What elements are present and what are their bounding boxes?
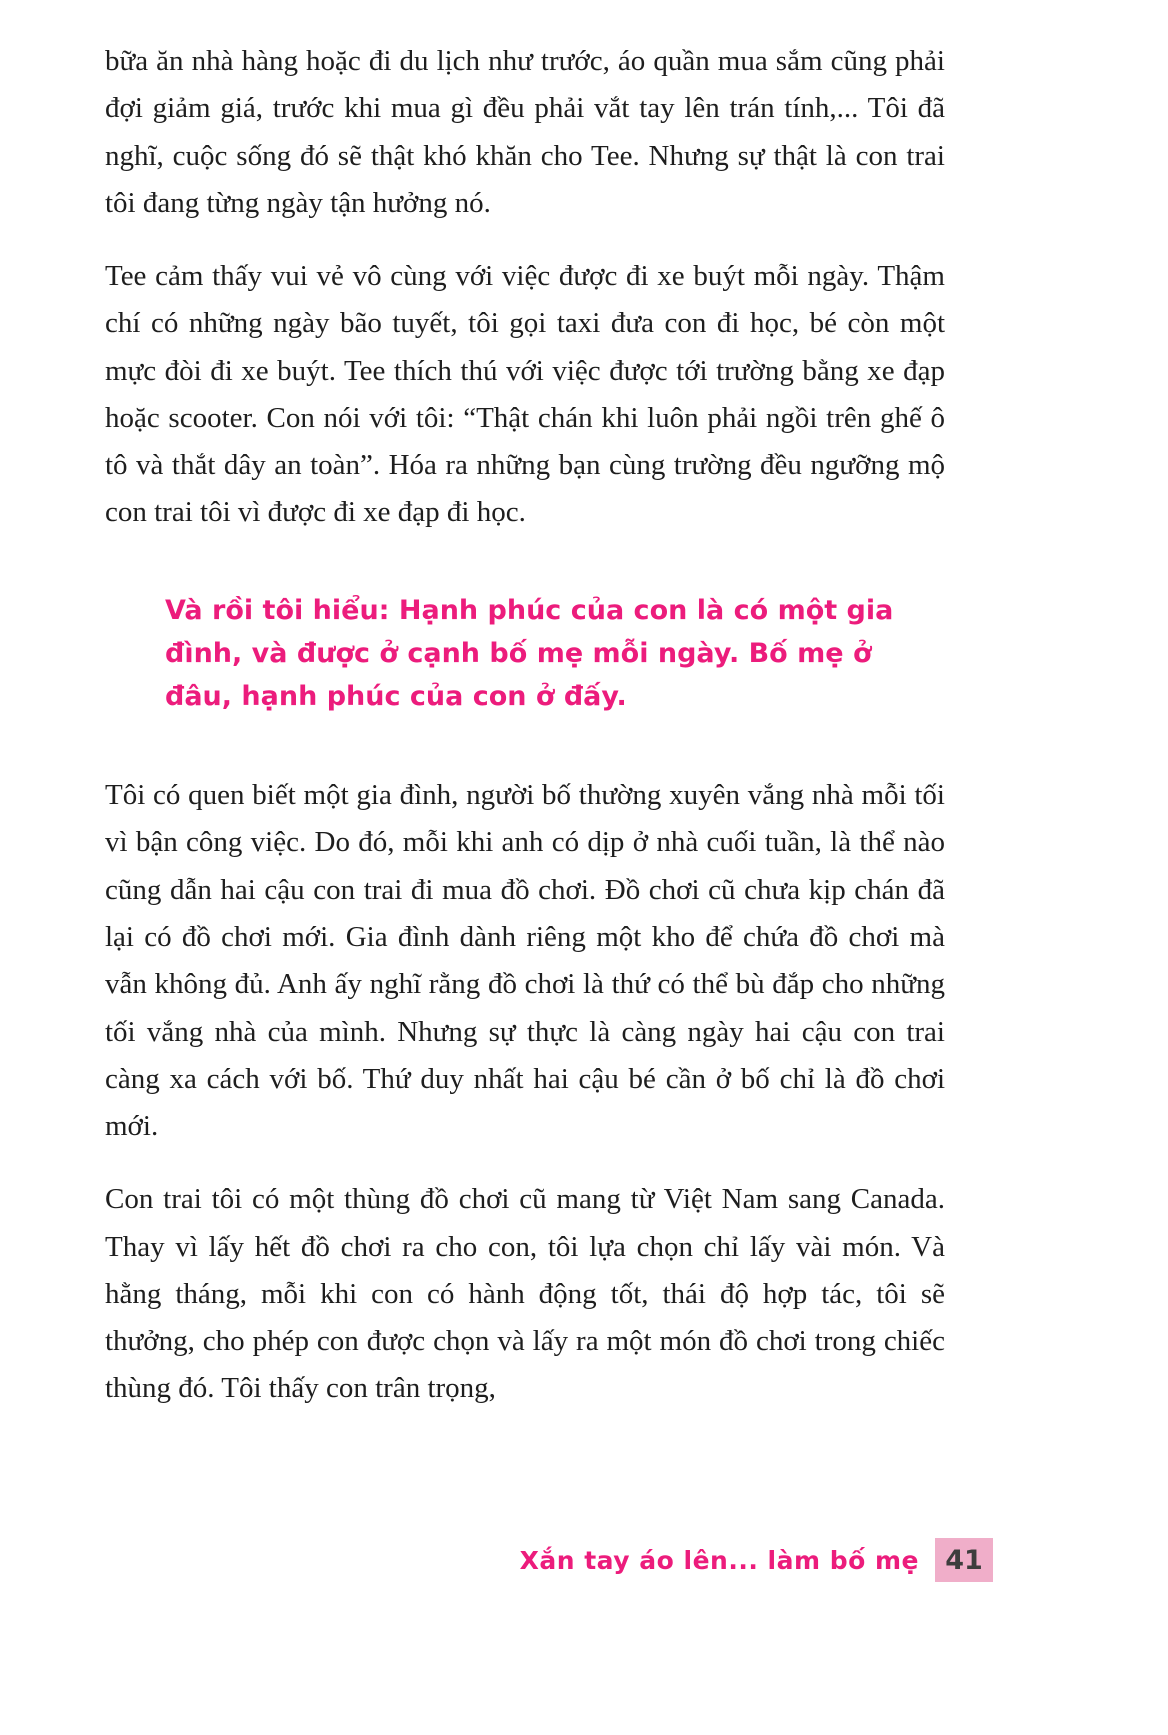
paragraph: Tee cảm thấy vui vẻ vô cùng với việc được đi xe buýt mỗi ngày. Thậm chí có những ngày bão tuyết, tôi gọi taxi đưa con đi học, bé còn một mực đòi đi xe buýt. Tee thích thú với việc được tới trường bằng xe đạp hoặc scooter. Con nói với tôi: “Thật chán khi luôn phải ngồi trên ghế ô tô và thắt dây an toàn”. Hóa ra những bạn cùng trường đều ngưỡng mộ con trai tôi vì được đi xe đạp đi học.: [105, 260, 945, 529]
paragraph: Con trai tôi có một thùng đồ chơi cũ mang từ Việt Nam sang Canada. Thay vì lấy hết đồ chơi ra cho con, tôi lựa chọn chỉ lấy vài món. Và hằng tháng, mỗi khi con có hành động tốt, thái độ hợp tác, tôi sẽ thưởng, cho phép con được chọn và lấy ra một món đồ chơi trong chiếc thùng đó. Tôi thấy con trân trọng,: [105, 1183, 945, 1405]
highlight-quote: Và rồi tôi hiểu: Hạnh phúc của con là có một gia đình, và được ở cạnh bố mẹ mỗi ngày. Bố mẹ ở đâu, hạnh phúc của con ở đấy.: [165, 594, 894, 713]
page-body-text: [105, 38, 945, 1439]
running-footer-title: Xắn tay áo lên... làm bố mẹ: [519, 1545, 919, 1575]
paragraph: Tôi có quen biết một gia đình, người bố thường xuyên vắng nhà mỗi tối vì bận công việc. Do đó, mỗi khi anh có dịp ở nhà cuối tuần, là thể nào cũng dẫn hai cậu con trai đi mua đồ chơi. Đồ chơi cũ chưa kịp chán đã lại có đồ chơi mới. Gia đình dành riêng một kho để chứa đồ chơi mà vẫn không đủ. Anh ấy nghĩ rằng đồ chơi là thứ có thể bù đắp cho những tối vắng nhà của mình. Nhưng sự thực là càng ngày hai cậu con trai càng xa cách với bố. Thứ duy nhất hai cậu bé cần ở bố chỉ là đồ chơi mới.: [105, 779, 945, 1143]
paragraph: bữa ăn nhà hàng hoặc đi du lịch như trước, áo quần mua sắm cũng phải đợi giảm giá, trước khi mua gì đều phải vắt tay lên trán tính,... Tôi đã nghĩ, cuộc sống đó sẽ thật khó khăn cho Tee. Nhưng sự thật là con trai tôi đang từng ngày tận hưởng nó.: [105, 45, 945, 219]
page-number: 41: [935, 1538, 993, 1582]
page-footer: [0, 1538, 993, 1582]
